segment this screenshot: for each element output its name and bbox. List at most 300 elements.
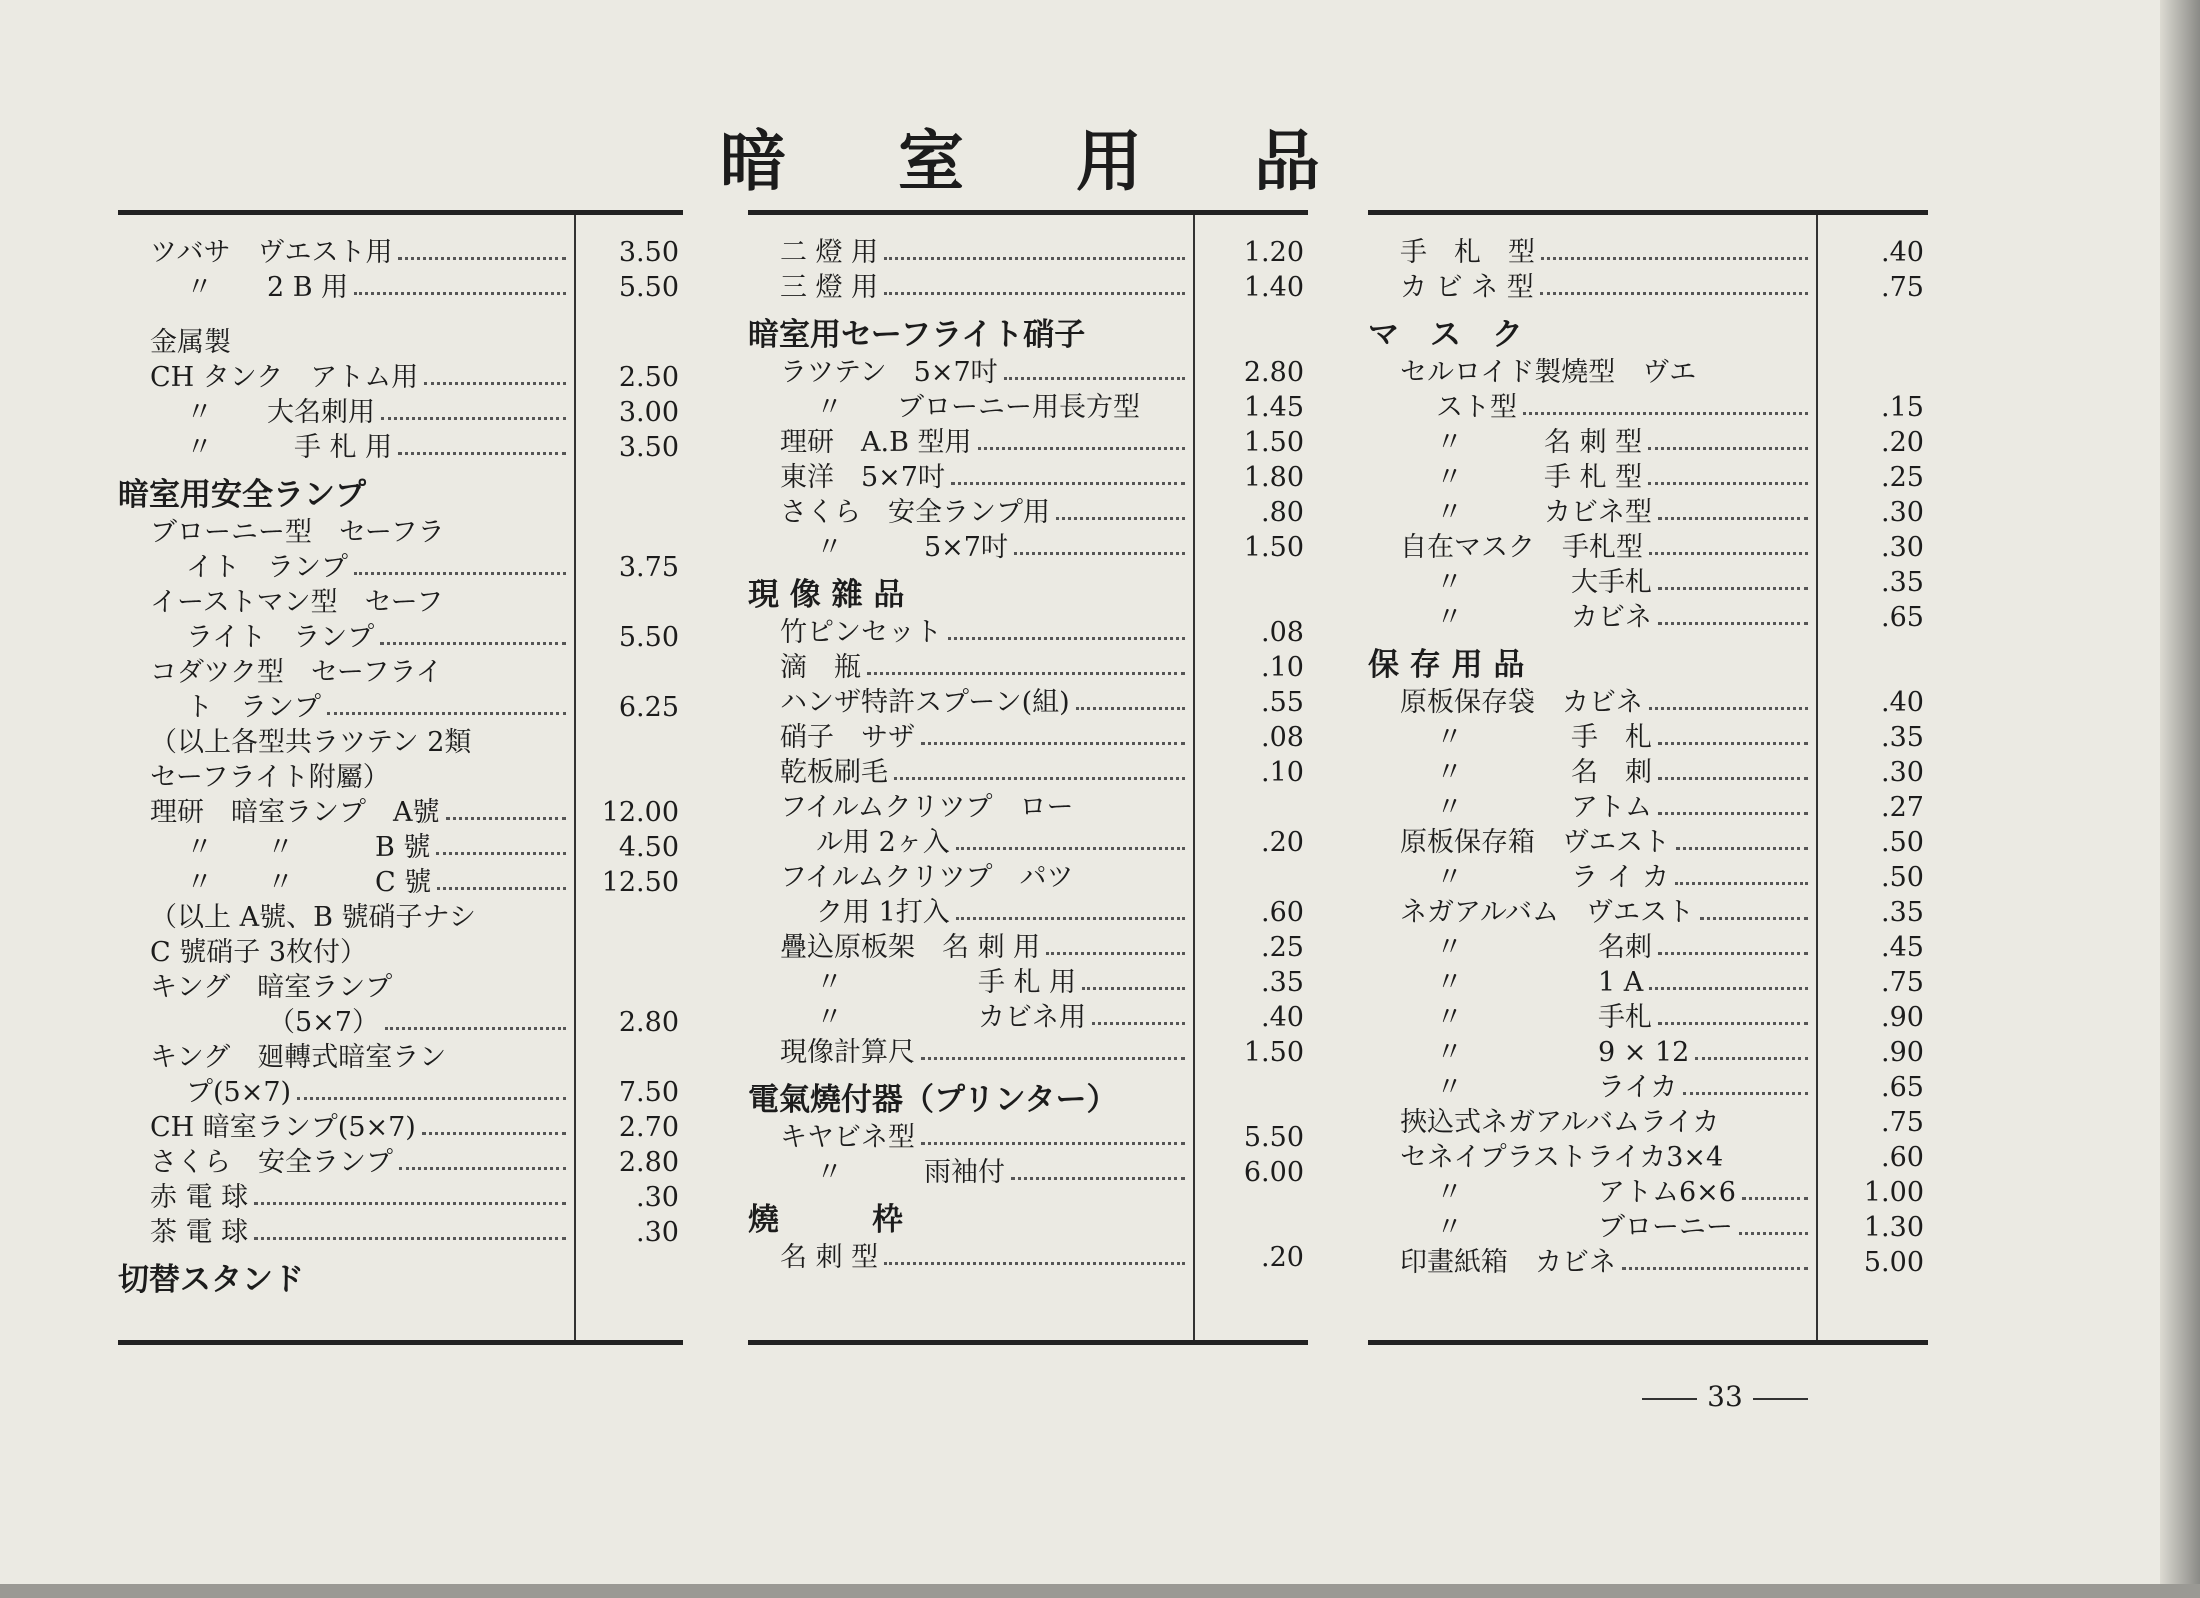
item-label: 名 刺 型: [780, 1242, 879, 1273]
item-price: 3.50: [618, 237, 679, 268]
leader-dots: [381, 417, 566, 420]
item-label: 〃 アトム: [1436, 792, 1652, 823]
leader-dots: [1649, 552, 1808, 555]
price-row: [748, 895, 1308, 930]
item-price: 1.45: [1243, 392, 1304, 423]
price-row: [118, 970, 683, 1005]
item-label: フイルムクリツプ パツ: [780, 862, 1074, 893]
price-row: [1368, 425, 1928, 460]
leader-dots: [921, 1057, 1185, 1060]
leader-dots: [327, 712, 566, 715]
leader-dots: [380, 642, 566, 645]
leader-dots: [398, 257, 566, 260]
price-row: [748, 270, 1308, 305]
leader-dots: [867, 672, 1185, 675]
item-price: .20: [1261, 1242, 1304, 1273]
leader-dots: [1658, 587, 1808, 590]
price-row: [118, 585, 683, 620]
item-label: 赤 電 球: [150, 1182, 249, 1213]
item-price: 2.80: [618, 1007, 679, 1038]
leader-dots: [1649, 987, 1808, 990]
page-edge-shadow: [2160, 0, 2200, 1598]
item-label: 〃 手 札: [1436, 722, 1652, 753]
item-label: セーフライト附屬）: [150, 762, 390, 793]
section-heading: 燒 枠: [748, 1202, 903, 1238]
leader-dots: [1658, 742, 1808, 745]
leader-dots: [1649, 707, 1808, 710]
leader-dots: [422, 1132, 566, 1135]
price-row: [1368, 1140, 1928, 1175]
price-row: [748, 790, 1308, 825]
item-price: 2.70: [618, 1112, 679, 1143]
item-label: （以上 A號、B 號硝子ナシ: [150, 902, 476, 933]
leader-dots: [948, 637, 1185, 640]
price-row: [748, 530, 1308, 565]
leader-dots: [399, 1167, 566, 1170]
item-label: 〃 手 札 用: [186, 432, 393, 463]
leader-dots: [1658, 952, 1808, 955]
section-heading: 保 存 用 品: [1368, 647, 1525, 683]
leader-dots: [1004, 377, 1185, 380]
item-label: フイルムクリツプ ロー: [780, 792, 1074, 823]
price-row: [1368, 1000, 1928, 1035]
leader-dots: [951, 482, 1185, 485]
leader-dots: [424, 382, 566, 385]
item-price: 5.50: [618, 272, 679, 303]
item-label: 〃 5×7吋: [816, 532, 1008, 563]
price-row: [118, 620, 683, 655]
leader-dots: [921, 1142, 1185, 1145]
item-price: .75: [1881, 967, 1924, 998]
item-price: .20: [1881, 427, 1924, 458]
leader-dots: [1739, 1232, 1808, 1235]
item-label: プ(5×7): [186, 1077, 292, 1108]
item-label: 現像計算尺: [780, 1037, 915, 1068]
item-label: 〃 ブローニー用長方型: [816, 392, 1140, 423]
price-row: [748, 965, 1308, 1000]
price-row: [1368, 600, 1928, 635]
leader-dots: [1742, 1197, 1808, 1200]
leader-dots: [956, 917, 1185, 920]
price-row: [748, 355, 1308, 390]
item-price: .50: [1881, 827, 1924, 858]
leader-dots: [921, 742, 1185, 745]
item-price: 3.50: [618, 432, 679, 463]
item-label: 原板保存袋 カビネ: [1400, 687, 1643, 718]
item-price: 1.20: [1243, 237, 1304, 268]
item-label: （5×7）: [268, 1007, 379, 1038]
price-row: [118, 1145, 683, 1180]
item-label: ライト ランプ: [186, 622, 375, 653]
item-label: 竹ピンセット: [780, 617, 942, 648]
item-price: .30: [1881, 532, 1924, 563]
section-heading: 電氣燒付器（プリンター）: [748, 1082, 1118, 1118]
section-heading: 暗室用セーフライト硝子: [748, 317, 1086, 353]
page-bottom-edge: [0, 1584, 2200, 1598]
item-label: 〃 〃 C 號: [186, 867, 432, 898]
item-price: 1.50: [1243, 532, 1304, 563]
leader-dots: [978, 447, 1185, 450]
item-price: .75: [1881, 272, 1924, 303]
price-row: [748, 495, 1308, 530]
page-number-dash: [1642, 1398, 1697, 1400]
price-row: [118, 760, 683, 795]
price-row: [748, 650, 1308, 685]
price-row: [1368, 1175, 1928, 1210]
item-price: .35: [1881, 897, 1924, 928]
leader-dots: [1658, 812, 1808, 815]
item-price: .40: [1261, 1002, 1304, 1033]
item-price: .27: [1881, 792, 1924, 823]
item-price: 1.50: [1243, 427, 1304, 458]
title-char: 室: [898, 122, 964, 200]
price-row: [118, 935, 683, 970]
price-row: [748, 720, 1308, 755]
leader-dots: [1076, 707, 1185, 710]
price-row: [1368, 1070, 1928, 1105]
item-price: .25: [1261, 932, 1304, 963]
item-label: 〃 ブローニー: [1436, 1212, 1733, 1243]
item-price: .08: [1261, 617, 1304, 648]
leader-dots: [1683, 1092, 1808, 1095]
price-row: [1368, 530, 1928, 565]
item-label: 理研 A.B 型用: [780, 427, 972, 458]
item-label: 〃 名 刺: [1436, 757, 1652, 788]
item-label: CH タンク アトム用: [150, 362, 419, 393]
price-row: [1368, 755, 1928, 790]
leader-dots: [436, 852, 566, 855]
leader-dots: [1700, 917, 1808, 920]
price-row: [118, 1215, 683, 1250]
price-row: [1368, 685, 1928, 720]
page-number-value: 33: [1707, 1380, 1743, 1413]
leader-dots: [1658, 622, 1808, 625]
item-label: 〃 カビネ型: [1436, 497, 1652, 528]
item-label: 印畫紙箱 カビネ: [1400, 1247, 1616, 1278]
item-price: 1.80: [1243, 462, 1304, 493]
item-label: 硝子 サザ: [780, 722, 915, 753]
item-label: 〃 手札: [1436, 1002, 1652, 1033]
item-label: 〃 2 B 用: [186, 272, 349, 303]
item-price: .20: [1261, 827, 1304, 858]
price-row: [118, 830, 683, 865]
leader-dots: [1056, 517, 1185, 520]
spacer: [118, 305, 683, 325]
item-label: スト型: [1436, 392, 1517, 423]
price-row: [118, 1075, 683, 1110]
item-label: イト ランプ: [186, 552, 348, 583]
price-row: [1368, 860, 1928, 895]
leader-dots: [884, 292, 1185, 295]
price-row: [748, 930, 1308, 965]
item-label: 原板保存箱 ヴエスト: [1400, 827, 1670, 858]
leader-dots: [385, 1027, 566, 1030]
item-label: 〃 大名刺用: [186, 397, 375, 428]
price-row: [1368, 270, 1928, 305]
leader-dots: [894, 777, 1185, 780]
item-label: セルロイド製燒型 ヴエ: [1400, 357, 1697, 388]
item-label: 〃 カビネ: [1436, 602, 1652, 633]
item-label: 理研 暗室ランプ A號: [150, 797, 440, 828]
item-price: 3.75: [618, 552, 679, 583]
item-label: 〃 9 × 12: [1436, 1037, 1690, 1068]
price-row: [748, 390, 1308, 425]
price-row: [748, 755, 1308, 790]
price-row: [748, 825, 1308, 860]
item-label: セネイプラストライカ3×4: [1400, 1142, 1724, 1173]
item-label: 〃 アトム6×6: [1436, 1177, 1736, 1208]
price-row: [748, 615, 1308, 650]
item-label: ル用 2ヶ入: [816, 827, 950, 858]
page-number-dash: [1753, 1398, 1808, 1400]
section-heading: マ ス ク: [1368, 317, 1523, 353]
item-label: 〃 雨袖付: [816, 1157, 1005, 1188]
price-row: [1368, 460, 1928, 495]
item-price: .65: [1881, 602, 1924, 633]
leader-dots: [1014, 552, 1185, 555]
leader-dots: [354, 292, 566, 295]
item-price: 1.40: [1243, 272, 1304, 303]
leader-dots: [1658, 517, 1808, 520]
item-price: 1.00: [1863, 1177, 1924, 1208]
item-price: .40: [1881, 687, 1924, 718]
item-price: 6.25: [618, 692, 679, 723]
item-price: .35: [1261, 967, 1304, 998]
price-row: [1368, 355, 1928, 390]
page-title: [720, 110, 1320, 200]
item-label: コダツク型 セーフライ: [150, 657, 443, 688]
item-label: 乾板刷毛: [780, 757, 888, 788]
item-label: 茶 電 球: [150, 1217, 249, 1248]
leader-dots: [437, 887, 566, 890]
item-price: .90: [1881, 1002, 1924, 1033]
section-heading: 暗室用安全ランプ: [118, 477, 366, 513]
item-label: 〃 名刺: [1436, 932, 1652, 963]
price-row: [118, 1040, 683, 1075]
item-price: .40: [1881, 237, 1924, 268]
price-row: [748, 685, 1308, 720]
title-char: 暗: [720, 122, 786, 200]
item-label: 〃 ラ イ カ: [1436, 862, 1670, 893]
item-price: .10: [1261, 757, 1304, 788]
item-price: 5.50: [618, 622, 679, 653]
item-label: （以上各型共ラツテン 2類: [150, 727, 472, 758]
price-row: [1368, 895, 1928, 930]
item-label: さくら 安全ランプ: [150, 1147, 393, 1178]
leader-dots: [884, 1262, 1185, 1265]
price-row: [118, 725, 683, 760]
leader-dots: [1011, 1177, 1185, 1180]
leader-dots: [956, 847, 1185, 850]
item-price: .35: [1881, 722, 1924, 753]
item-price: .50: [1881, 862, 1924, 893]
item-price: .80: [1261, 497, 1304, 528]
section-heading: 現 像 雜 品: [748, 577, 905, 613]
item-label: キヤビネ型: [780, 1122, 915, 1153]
page-number: [1620, 1380, 1830, 1413]
price-row: [748, 1035, 1308, 1070]
price-row: [1368, 965, 1928, 1000]
item-price: 1.50: [1243, 1037, 1304, 1068]
item-price: 2.50: [618, 362, 679, 393]
item-label: CH 暗室ランプ(5×7): [150, 1112, 416, 1143]
price-column-2: [748, 210, 1308, 1345]
leader-dots: [254, 1202, 566, 1205]
price-row: [1368, 390, 1928, 425]
price-row: [748, 1120, 1308, 1155]
item-price: 2.80: [618, 1147, 679, 1178]
item-price: .30: [636, 1217, 679, 1248]
item-label: イーストマン型 セーフ: [150, 587, 444, 618]
item-price: .08: [1261, 722, 1304, 753]
item-price: 4.50: [618, 832, 679, 863]
item-label: 滴 瓶: [780, 652, 861, 683]
item-price: 3.00: [618, 397, 679, 428]
price-row: [748, 860, 1308, 895]
price-row: [1368, 1035, 1928, 1070]
price-row: [118, 900, 683, 935]
price-row: [1368, 720, 1928, 755]
item-label: ネガアルバム ヴエスト: [1400, 897, 1695, 928]
price-row: [118, 515, 683, 550]
item-price: .30: [1881, 497, 1924, 528]
item-label: さくら 安全ランプ用: [780, 497, 1050, 528]
price-row: [748, 1240, 1308, 1275]
item-label: ハンザ特許スプーン(組): [780, 687, 1070, 718]
price-row: [1368, 235, 1928, 270]
leader-dots: [1540, 292, 1808, 295]
leader-dots: [1092, 1022, 1185, 1025]
item-price: 7.50: [618, 1077, 679, 1108]
price-row: [118, 1005, 683, 1040]
item-label: 〃 大手札: [1436, 567, 1652, 598]
price-row: [1368, 1210, 1928, 1245]
price-row: [118, 395, 683, 430]
leader-dots: [297, 1097, 566, 1100]
item-label: ブローニー型 セーフラ: [150, 517, 445, 548]
leader-dots: [398, 452, 566, 455]
title-char: 用: [1076, 122, 1142, 200]
price-row: [748, 460, 1308, 495]
item-price: .65: [1881, 1072, 1924, 1103]
leader-dots: [1658, 777, 1808, 780]
item-price: .75: [1881, 1107, 1924, 1138]
price-row: [1368, 825, 1928, 860]
price-row: [1368, 930, 1928, 965]
price-row: [1368, 1245, 1928, 1280]
leader-dots: [1523, 412, 1808, 415]
item-label: 〃 名 刺 型: [1436, 427, 1643, 458]
item-price: 5.50: [1243, 1122, 1304, 1153]
item-label: キング 廻轉式暗室ラン: [150, 1042, 447, 1073]
item-price: 2.80: [1243, 357, 1304, 388]
item-price: .30: [1881, 757, 1924, 788]
item-label: 金属製: [150, 327, 231, 358]
item-price: .25: [1881, 462, 1924, 493]
leader-dots: [1695, 1057, 1808, 1060]
item-label: カ ビ ネ 型: [1400, 272, 1534, 303]
item-label: ト ランプ: [186, 692, 321, 723]
item-price: .55: [1261, 687, 1304, 718]
price-row: [118, 690, 683, 725]
price-row: [1368, 495, 1928, 530]
leader-dots: [254, 1237, 566, 1240]
section-heading: 切替スタンド: [118, 1262, 304, 1298]
item-label: 〃 カビネ用: [816, 1002, 1086, 1033]
item-label: 〃 〃 B 號: [186, 832, 431, 863]
price-row: [118, 655, 683, 690]
item-price: .35: [1881, 567, 1924, 598]
leader-dots: [1648, 482, 1808, 485]
price-row: [748, 425, 1308, 460]
leader-dots: [1082, 987, 1185, 990]
leader-dots: [1675, 882, 1808, 885]
item-label: C 號硝子 3枚付）: [150, 937, 368, 968]
price-row: [118, 795, 683, 830]
price-row: [118, 270, 683, 305]
leader-dots: [1648, 447, 1808, 450]
leader-dots: [354, 572, 566, 575]
item-price: .10: [1261, 652, 1304, 683]
leader-dots: [446, 817, 566, 820]
price-row: [118, 865, 683, 900]
price-column-1: [118, 210, 683, 1345]
price-row: [118, 1180, 683, 1215]
leader-dots: [884, 257, 1185, 260]
item-price: .45: [1881, 932, 1924, 963]
item-price: .90: [1881, 1037, 1924, 1068]
price-row: [748, 1000, 1308, 1035]
item-label: 〃 手 札 型: [1436, 462, 1643, 493]
price-row: [118, 235, 683, 270]
price-row: [748, 235, 1308, 270]
price-row: [118, 430, 683, 465]
leader-dots: [1046, 952, 1185, 955]
item-label: キング 暗室ランプ: [150, 972, 393, 1003]
price-row: [1368, 790, 1928, 825]
price-row: [118, 360, 683, 395]
item-label: 三 燈 用: [780, 272, 879, 303]
price-row: [118, 550, 683, 585]
item-label: 〃 1 A: [1436, 967, 1644, 998]
item-label: 自在マスク 手札型: [1400, 532, 1643, 563]
item-label: 〃 手 札 用: [816, 967, 1077, 998]
item-price: 12.50: [601, 867, 679, 898]
price-row: [1368, 1105, 1928, 1140]
leader-dots: [1658, 1022, 1808, 1025]
price-column-3: [1368, 210, 1928, 1345]
price-row: [118, 325, 683, 360]
item-label: 二 燈 用: [780, 237, 879, 268]
title-char: 品: [1254, 122, 1320, 200]
price-row: [748, 1155, 1308, 1190]
item-label: 東洋 5×7吋: [780, 462, 945, 493]
price-row: [1368, 565, 1928, 600]
item-price: .60: [1881, 1142, 1924, 1173]
item-label: 疊込原板架 名 刺 用: [780, 932, 1041, 963]
leader-dots: [1622, 1267, 1808, 1270]
item-price: 5.00: [1863, 1247, 1924, 1278]
item-label: 〃 ライカ: [1436, 1072, 1678, 1103]
item-label: 手 札 型: [1400, 237, 1535, 268]
leader-dots: [1541, 257, 1808, 260]
price-row: [118, 1110, 683, 1145]
item-price: .30: [636, 1182, 679, 1213]
leader-dots: [1676, 847, 1808, 850]
item-label: ツバサ ヴエスト用: [150, 237, 393, 268]
item-label: ラツテン 5×7吋: [780, 357, 998, 388]
item-label: 挾込式ネガアルバムライカ: [1400, 1107, 1720, 1138]
